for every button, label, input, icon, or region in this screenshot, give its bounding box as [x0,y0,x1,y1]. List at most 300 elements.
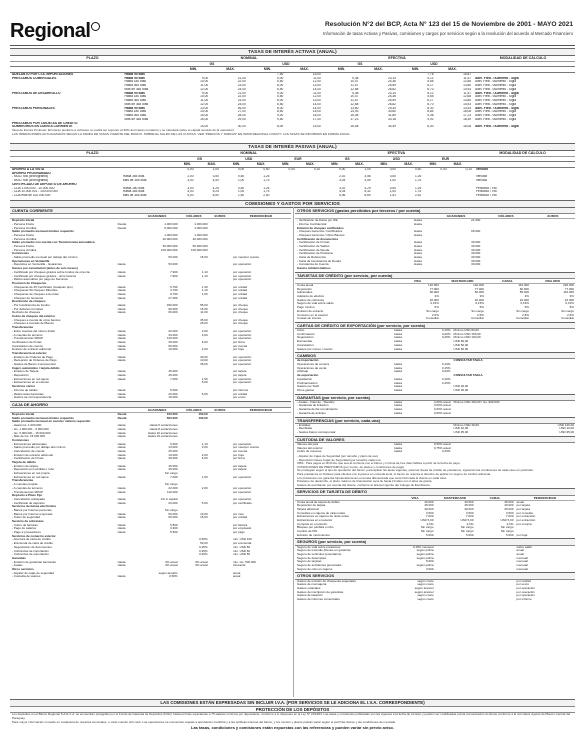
table-row [295,412,575,416]
table-cell: Sin cargo [420,530,434,534]
table-cell: - Cheques de Gerencia [12,296,44,300]
rate-value: 11,57 [463,76,472,80]
rate-value: 0,00 [440,167,447,171]
table-cell: 45.000 [464,504,474,508]
table-cell: - Avales [12,564,23,568]
table-cell: Hasta [394,363,403,367]
fees-section-title: COMISIONES Y GASTOS POR SERVICIOS [10,200,575,208]
pasivas-currency-4: USD [392,157,400,161]
table-cell [539,412,575,416]
table-cell: 77.000 [474,287,484,291]
table-cell: 15,00 [200,307,208,311]
rate-term: Más de 365 días [124,117,149,121]
rate-value: 5,00 [277,76,284,80]
rate-value: 12,68 [350,102,359,106]
column-header [295,214,413,218]
table-cell: 77.000 [564,287,574,291]
table-cell: 22.000 [429,298,439,302]
table-cell: mín. USD 100 [232,538,252,542]
table-cell: 2,5% [506,522,514,526]
rate-value: 14,93 [463,106,472,110]
table-cell: Hasta [117,560,126,564]
rate-calc-mode: Adel. Flexi. / Aumento - Sigla [475,125,519,129]
table-row [295,389,575,393]
table-cell: 132.000 [473,284,484,287]
table-cell: por operación [232,377,252,381]
table-cell: 0,15% [565,302,574,306]
table-cell: 5.000 [505,533,514,537]
table-cell: Seguro de vida sobre préstamos [297,545,341,549]
document-header [10,20,575,46]
activas-col-spacer [10,67,175,71]
table-cell: Hasta [394,442,403,446]
pasivas-currency-3: GS [344,157,350,161]
table-cell [412,348,452,352]
table-cell: Gastos notariales [297,586,321,590]
table-cell: 5% [479,306,484,310]
table-cell: 330.000 [166,304,178,307]
pasivas-col-3: MAX. [256,162,266,167]
rate-value: 1,00 [212,167,219,171]
table-cell: - Extracciones en red propia [12,472,50,476]
credit-cards-title: TARJETAS DE CRÉDITO (por servicio, por cuenta) [295,272,575,279]
table-cell: según póliza [416,552,434,556]
table-cell: Saldo promedio mensual en cuenta / mínimo requerido [12,420,91,424]
table-cell: - Saldo promedio mensual por debajo del mínimo [12,256,78,260]
loan-condition-line: Préstamo de desarrollo, el plazo máximo de financiación será de hasta 10 años con 2 años de gracia. [297,480,433,484]
table-cell: por cuenta [232,344,248,348]
rate-value: 14,00 [312,106,321,110]
pasivas-col-10: MIN. [429,162,437,167]
table-cell: USD 5,00 [500,518,514,522]
table-cell: Hasta [394,343,403,347]
rate-product-name: SOBREGIROS EN CUENTA CORRIENTE [12,125,73,129]
table-cell: Hasta [117,396,126,400]
table-cell: 90.000 [168,516,178,520]
table-cell: por unidad [232,285,248,289]
rate-value: 0,50 [389,175,396,179]
table-cell: Emisión de cheques certificados [297,226,344,230]
rate-value: 0,50 [389,186,396,190]
table-cell: 77.000 [429,287,439,291]
activas-col-spacer-end [471,67,575,71]
table-cell: por extracción [516,515,536,519]
rate-term: Hasta 180 días [124,110,146,114]
rate-calc-mode: Vencido [475,179,488,183]
table-cell: 1,10 [201,289,208,293]
activas-col-4: MIN. [337,67,346,72]
rate-value: 24,00 [237,87,246,91]
table-cell: 3% [524,295,529,299]
activas-col-6: MIN. [411,67,420,72]
table-cell: 39.000 [471,245,481,248]
pasivas-col-4: MIN. [282,162,290,167]
table-cell: - Avales - Fianzas - Standby [297,400,335,404]
table-cell: 33.000 [168,333,178,337]
table-cell: - Garantías de licitación [297,404,329,408]
rate-value: 17,00 [312,117,321,121]
table-cell: 3% [434,295,439,299]
table-cell [179,396,209,400]
table-cell: 0,20% [442,370,451,374]
rate-calc-mode: Adel. Flexi. / Aumento - Sigla [475,91,519,95]
table-cell: Servicios varios [12,385,36,389]
table-cell: - Transferencias SIPAP [12,490,43,494]
table-cell: Hasta 15 extracciones [147,435,178,439]
rate-term: Más de 365 días [124,87,149,91]
activas-col-7: MAX. [448,67,457,72]
rate-value: 25,59 [387,84,396,88]
rate-value: 16,00 [312,114,321,118]
rate-value: 27,00 [237,110,246,114]
table-cell: 110.000 [166,490,178,494]
table-cell: 7.000 [425,515,434,519]
column-header: GUARANIES [147,408,167,413]
rate-value: 1,00 [237,190,245,194]
table-cell: 3% [569,295,574,299]
table-cell: Hasta [117,307,126,311]
activas-group-0: PLAZO [86,56,99,60]
loan-condition-line: - Reposición llaves Cajas de Seguridad (por tamaño) cada una [297,458,381,462]
rate-value: 11,00 [313,91,321,95]
rate-value: 3,00 [187,186,194,190]
table-cell: anual [232,575,241,579]
insurance-table [295,546,575,572]
table-cell: - A cuentas de terceros [12,486,43,490]
rate-value: 16,08 [463,110,472,114]
table-cell: - Alquiler de cajas de seguridad [12,571,54,575]
table-cell: - Gastos banco corresponsal [297,431,336,435]
footer-subtitle: PROTECCIÓN DE LOS DEPÓSITOS [10,707,575,714]
table-cell: 110.000 [518,284,529,287]
rate-calc-mode: Vencido [475,175,488,179]
table-cell: 0,20% [199,553,208,557]
rate-value: 15,00 [312,125,321,129]
table-cell: Hasta [117,424,126,428]
table-cell: - Gs. 1.000.001 - 5.000.000 [12,427,49,431]
table-cell: por hoja [232,348,244,352]
table-cell: Prefinanciación [297,381,318,385]
rate-calc-mode: Adel. Flexi. / Aumento - Sigla [475,80,516,84]
table-cell: Servicios de comercio exterior [12,534,56,538]
table-cell: Hasta [414,245,422,248]
rate-value: 23,00 [237,84,246,88]
table-cell: USD 5,00 [420,518,434,522]
table-cell: 10.000 [168,348,178,352]
rate-value: 5,25 [212,190,219,194]
table-cell: - Débito automático por pago de Servicios [12,278,68,282]
table-cell: por operación [232,497,252,501]
rate-calc-mode: Adel. Flexi. / Aumento - Sigla [475,106,519,110]
table-cell: 55.000 [519,291,529,295]
pasivas-col-1: MAX. [207,162,217,167]
table-cell: 2,00 [201,453,208,457]
rate-product-name: PRÉSTAMOS COMERCIALES [12,76,57,80]
pasivas-currency-1: USD [245,157,253,161]
table-cell: 0,25% [442,450,451,454]
table-cell: - Gastos de Correspondencia [12,396,52,400]
column-header [413,214,431,218]
table-cell: Hasta [414,263,422,267]
table-cell: Sin cargo [516,309,529,313]
table-cell: 5.790 [170,285,178,289]
rate-value: 9,38 [427,114,434,118]
rate-calc-mode: Adel. Flexi. / Aumento - Sigla [475,95,516,99]
table-cell: 25.000 [504,507,514,511]
savings-account-title: CAJA DE AHORRO [10,401,291,408]
rate-value: 15,87 [463,72,472,76]
table-cell: CONSULTAR TABLA [453,374,483,378]
rate-value: 1,00 [389,190,396,194]
rate-product-name: PRÉSTAMOS PERSONALES [12,106,55,110]
table-cell: - Pago de salarios [12,527,37,531]
table-cell: 40.000 [504,504,514,508]
table-cell: 0,50% [169,575,178,579]
export-letters-table [295,329,575,351]
table-cell: Comisiones [12,252,30,256]
column-header: DÓLARES [186,408,202,413]
column-header: DÓLARES [186,214,202,219]
activas-col-0: MIN. [189,67,198,72]
table-cell: Hasta [117,296,126,300]
table-cell: Extracciones en el exterior [297,518,333,522]
table-cell: - Carta de Referencia [297,256,326,260]
table-cell: por cuenta [232,449,248,453]
rate-value: 5,65 [427,80,434,84]
table-cell: Certificación de firmas [12,340,42,344]
rate-value: 14,00 [312,87,321,91]
table-cell: Rechazo de cheques [12,311,41,315]
table-row [295,450,575,454]
table-cell: Hasta [117,388,126,392]
table-cell: 13.000 [168,446,178,450]
table-cell: - Emisión de Órdenes de Pago [12,355,54,359]
table-cell: Hasta [117,340,126,344]
table-cell: por operación [516,594,535,598]
table-cell: Bloqueo por pérdida o robo [297,526,334,530]
fees-right-column [295,207,575,697]
table-cell: - Custodia de valores [12,575,41,579]
table-cell: Hasta [117,446,126,450]
rate-term: Hasta 180 días [124,80,146,84]
table-cell: 0,15% [520,302,529,306]
table-cell: Hasta 5 extracciones [149,424,178,428]
table-cell: 40.000 [464,500,474,504]
column-header: CABAL [502,279,513,283]
table-cell: por mes [232,512,244,516]
table-cell: - Negociación de documentos [12,545,52,549]
rate-value: 6,70 [427,102,434,106]
table-cell: Hasta [117,468,126,472]
rate-value: 1,26 [415,186,422,190]
rate-term: Hasta 90 días [124,106,145,110]
rate-value: 4,50 [212,179,219,183]
table-cell: Hasta [117,333,126,337]
loan-condition-line: - Alquiler de Cajas de Seguridad (por tamaño y plazo de uso) [297,455,379,458]
table-cell: Depósito Inicial [12,219,35,223]
table-cell: Gastos de informes comerciales [297,598,340,602]
rate-value: 0,00 [339,167,346,171]
table-cell: mín. Gs. 500.000 [232,560,256,564]
pasivas-group-1: NOMINAL [240,151,258,155]
table-cell: Hasta [394,450,403,454]
table-cell: Hasta [414,233,422,237]
table-cell: por unidad [516,579,531,583]
table-cell: - Cancelación de cuenta [12,449,45,453]
rate-calc-mode: Adel. Flexi. / Aumento - Sigla [475,110,516,114]
table-cell [452,450,539,454]
activas-group-3: MODALIDAD DE CÁLCULO [499,56,547,60]
rate-value: 1,75 [263,179,270,183]
export-letters-title: CARTAS DE CRÉDITO DE EXPORTACIÓN (por servicio, por cuenta) [295,322,575,329]
pasivas-currency-0: GS [197,157,203,161]
rate-value: 1,51 [389,194,396,198]
column-header: VISA [413,279,422,283]
rate-value: 11,57 [463,91,472,95]
table-cell: según tamaño [158,571,178,575]
rate-product-name: - CDA 10.000.001 - 100.000.000 [12,190,58,194]
rate-value: 15,00 [200,114,209,118]
table-cell: 0,15% mensual [412,545,434,549]
table-cell: según arancel [414,590,434,594]
rate-value: 10,47 [350,95,359,99]
table-cell: - Carta de Inexistencia de Deuda [297,259,341,263]
table-cell: - Cobranzas de importación [12,549,49,553]
table-cell: - Pago a proveedores [12,531,41,535]
rate-value: 11,00 [200,99,209,103]
rate-value: 13,80 [463,84,472,88]
rate-value: 1,25 [263,175,270,179]
rate-value: 1,25 [263,186,270,190]
table-cell: - Certificado de depósito [12,501,45,505]
brand-name: Regional [10,20,91,42]
rate-value: 1,76 [415,179,422,183]
rate-term: Hasta 365 días [124,84,146,88]
table-row [10,575,291,579]
table-cell: - Gs. 5.000.001 - 15.000.000 [12,431,51,435]
rate-value: 6,17 [427,99,434,103]
table-row [10,396,291,400]
rate-value: 13,80 [463,99,472,103]
table-cell: - Extracciones en el exterior [12,381,50,385]
table-cell: 3.500 [505,511,514,515]
table-cell: por operación [232,490,252,494]
table-cell: Hasta [394,332,403,336]
rate-value: 28,00 [237,114,246,118]
table-cell: Depósito a Plazo Fijo [12,494,43,498]
table-cell: Hasta [117,270,126,274]
rate-calc-mode: Periódico / Vto. [475,186,498,190]
table-cell: por envío [232,396,246,400]
table-cell: 3.500 [465,511,474,515]
table-cell: - Recibidas [297,427,313,431]
table-cell: Hasta [394,377,403,381]
document-footer [10,699,575,730]
table-cell: Emisión de extracto [297,309,324,313]
table-cell: por cheque [232,322,248,326]
pasivas-col-8: MIN. [380,162,388,167]
rate-value: 12,00 [312,80,321,84]
table-cell: Hasta [414,219,422,223]
transfers-table [295,424,575,435]
rate-product-name: CERTIFICADO DE DEPÓSITO DE AHORRO [12,182,77,186]
table-cell: Gastos por cancelación (antes de seis meses) [12,267,78,271]
table-cell: 7.000 [505,515,514,519]
table-cell: 7.000 [465,515,474,519]
rate-product-name: AHORRO A LA VISTA [12,167,45,171]
footer-text-1: Los depósitos en el Banco Regional S.A.E.C.A. se encuentran protegidos por el Fondo de Garantía de Depósitos (FGD), hasta el límite equivalente a 75 salarios mínimos por depositante, conforme a lo dispuesto en la Ley N° 2334/03. Las tasas y comisiones publicadas son las vigentes a la fecha de emisión y pueden ser modificadas previa comunicación al cliente conforme a la normativa vigente del Banco Central del Paraguay. [12,713,571,720]
table-cell: 66.000 [168,311,178,315]
rate-value: 24,36 [387,95,396,99]
table-cell: USD 60,00 [453,340,469,344]
table-cell: Reposición [297,287,312,291]
table-cell: 27.000 [168,296,178,300]
table-cell: Hasta [117,344,126,348]
rate-value: 26,82 [387,87,396,91]
table-cell: USD 35,00 [559,431,574,435]
table-cell: 1.000.000 [164,222,178,226]
table-cell: Hasta [117,329,126,333]
table-cell [209,575,231,579]
table-cell: 0,25% [199,545,208,549]
table-cell: - Banca por Internet empresas [12,512,53,516]
table-cell: por operación [232,278,252,282]
rate-value: 0,50 [237,186,245,190]
table-cell: Hasta [117,431,126,435]
table-cell: Hasta [117,527,126,531]
table-cell: 220.000 [563,284,574,287]
other-services-table [295,219,575,271]
table-cell: 100.000.000 [160,248,178,252]
rate-calc-mode: Vencido [475,167,489,171]
table-cell [475,598,515,602]
rate-value: 1,26 [415,175,422,179]
rate-value: 4,29 [364,186,371,190]
table-row [295,568,575,572]
table-cell: - Chequeras de cheques a la orden [12,292,60,296]
table-cell: 1.000.000 [194,233,208,237]
table-cell: por operación [232,363,252,366]
table-cell: Hasta [117,457,126,461]
rate-value: 6,17 [427,84,434,88]
rate-value: 1,50 [237,194,245,198]
table-cell [432,267,482,271]
table-cell: 5,00 [201,501,208,505]
table-cell: Desde [117,222,127,226]
rate-value: 21,00 [237,76,246,80]
table-cell: Desde [117,413,127,417]
rate-value: 6,70 [427,87,434,91]
table-cell: por tarjeta [232,468,247,472]
pasivas-col-7: MAX. [355,162,364,167]
table-cell: 1,50 [201,377,208,381]
brand-mark-icon [91,22,100,31]
rate-term: Hasta 90 días [124,76,145,80]
table-cell: Servicio de cobranzas [12,520,44,523]
table-cell: Gastos de tasación [297,594,323,598]
table-cell: por informe [516,598,532,602]
table-cell: Sin cargo [164,508,178,512]
rate-value: 2,02 [339,175,346,179]
table-cell: 4,00% anual [433,400,451,404]
rate-value: 3,56 [364,175,371,179]
table-cell: Sin cargo [471,309,484,313]
table-cell: 66.000 [474,291,484,295]
rate-calc-mode: Periódico / Vto. [475,190,498,194]
column-header: PERIODICIDAD [249,408,273,413]
table-cell: 100,00 [198,416,208,420]
column-header: MASTERCARD [444,495,466,500]
